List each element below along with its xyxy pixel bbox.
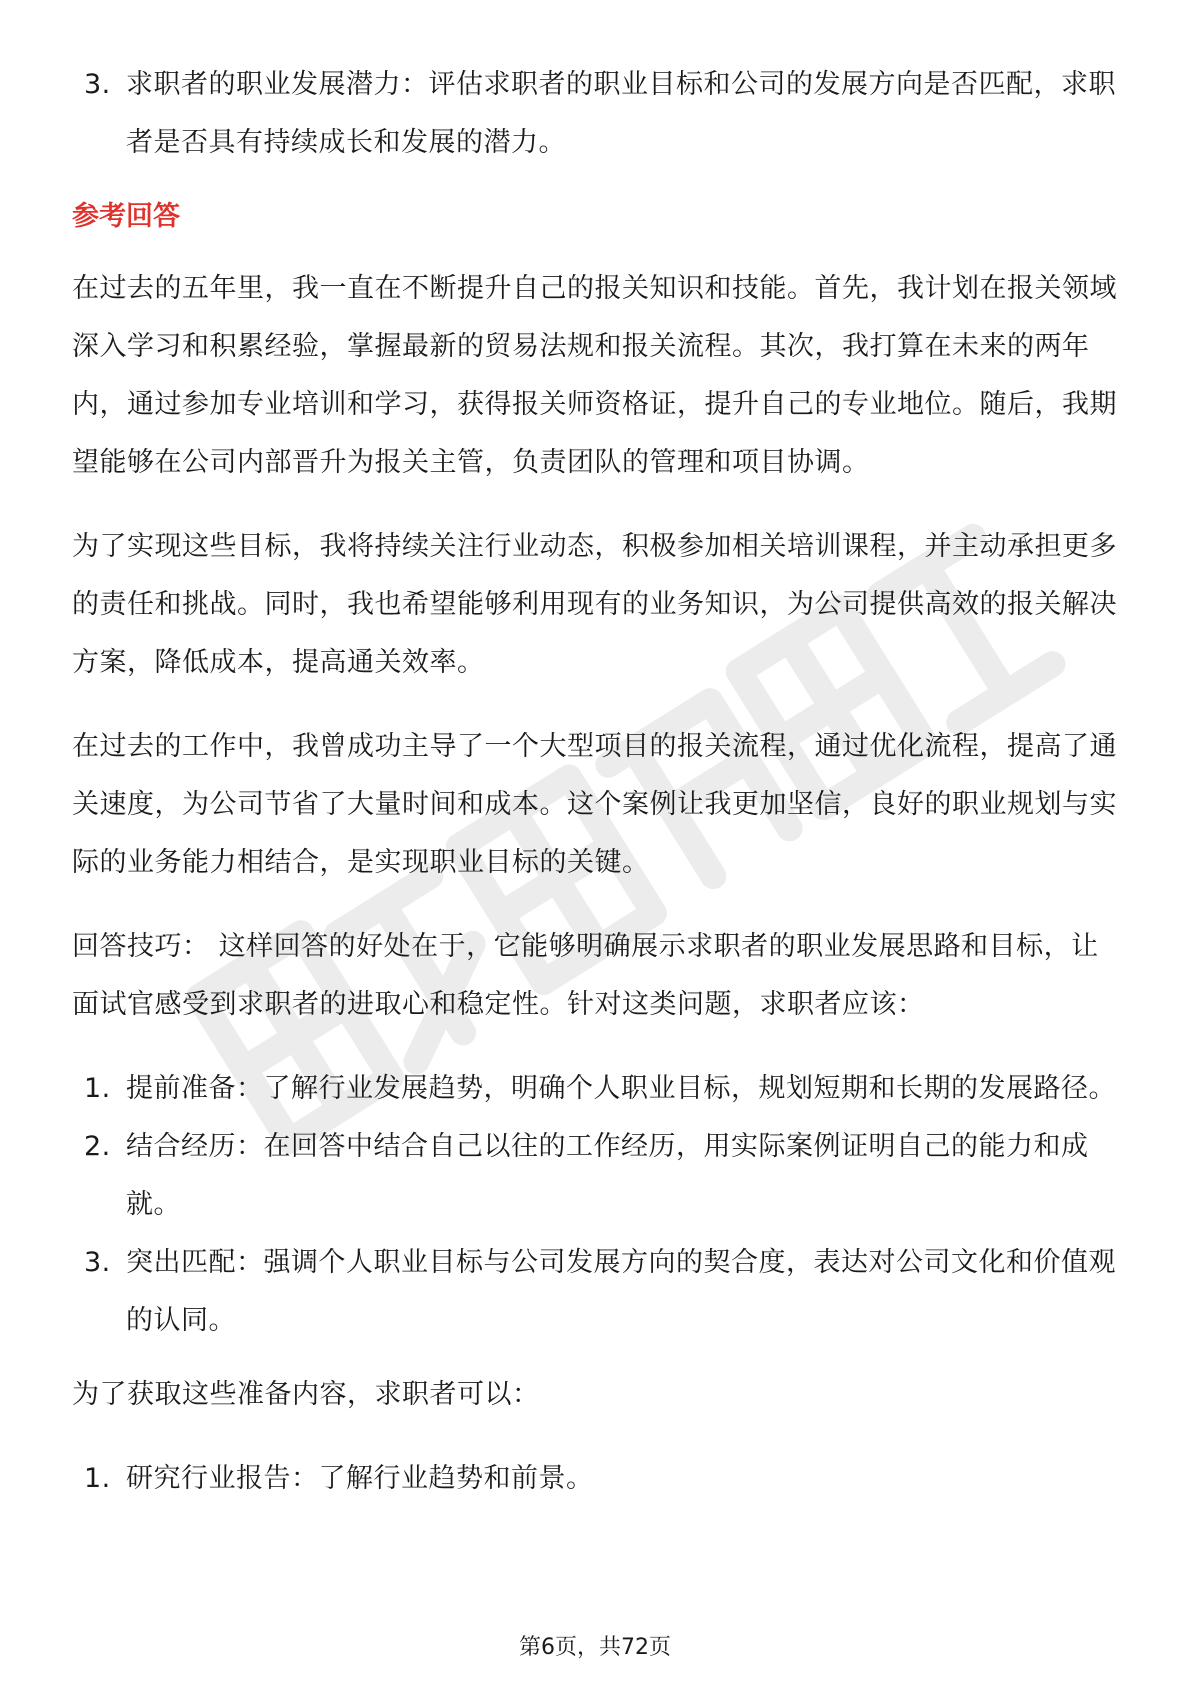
- list-number: 1.: [84, 1463, 111, 1494]
- answer-paragraph: 在过去的工作中，我曾成功主导了一个大型项目的报关流程，通过优化流程，提高了通关速度，为公司节省了大量时间和成本。这个案例让我更加坚信，良好的职业规划与实际的业务能力相结合，是实现职业目标的关键。: [72, 731, 1117, 878]
- page-footer: 第6页，共72页: [519, 1635, 671, 1660]
- tips-intro-paragraph: 回答技巧： 这样回答的好处在于，它能够明确展示求职者的职业发展思路和目标，让面试官感受到求职者的进取心和稳定性。针对这类问题，求职者应该：: [72, 931, 1099, 1020]
- list-item: [72, 56, 1122, 172]
- list-text: 结合经历：在回答中结合自己以往的工作经历，用实际案例证明自己的能力和成就。: [126, 1131, 1089, 1220]
- list-item: [72, 1060, 1122, 1118]
- list-number: 3.: [84, 69, 111, 100]
- section-heading: 参考回答: [72, 201, 180, 232]
- answer-paragraph: 在过去的五年里，我一直在不断提升自己的报关知识和技能。首先，我计划在报关领域深入学习和积累经验，掌握最新的贸易法规和报关流程。其次，我打算在未来的两年内，通过参加专业培训和学习，获得报关师资格证，提升自己的专业地位。随后，我期望能够在公司内部晋升为报关主管，负责团队的管理和项目协调。: [72, 273, 1117, 478]
- list-text: 研究行业报告：了解行业趋势和前景。: [126, 1463, 594, 1494]
- list-text: 提前准备：了解行业发展趋势，明确个人职业目标，规划短期和长期的发展路径。: [126, 1073, 1116, 1104]
- top-list: [72, 56, 1122, 172]
- list-item: [72, 1118, 1122, 1234]
- prep-intro-paragraph: 为了获取这些准备内容，求职者可以：: [72, 1379, 540, 1410]
- list-number: 2.: [84, 1131, 111, 1162]
- list-number: 3.: [84, 1247, 111, 1278]
- answer-paragraph: 为了实现这些目标，我将持续关注行业动态，积极参加相关培训课程，并主动承担更多的责任和挑战。同时，我也希望能够利用现有的业务知识，为公司提供高效的报关解决方案，降低成本，提高通关效率。: [72, 531, 1117, 678]
- page-content: [72, 56, 1122, 1524]
- list-item: [72, 1234, 1122, 1350]
- list-number: 1.: [84, 1073, 111, 1104]
- list-text: 突出匹配：强调个人职业目标与公司发展方向的契合度，表达对公司文化和价值观的认同。: [126, 1247, 1116, 1336]
- list-item: [72, 1450, 1122, 1508]
- prep-list: [72, 1450, 1122, 1508]
- list-text: 求职者的职业发展潜力：评估求职者的职业目标和公司的发展方向是否匹配，求职者是否具有持续成长和发展的潜力。: [126, 69, 1116, 158]
- tips-list: [72, 1060, 1122, 1350]
